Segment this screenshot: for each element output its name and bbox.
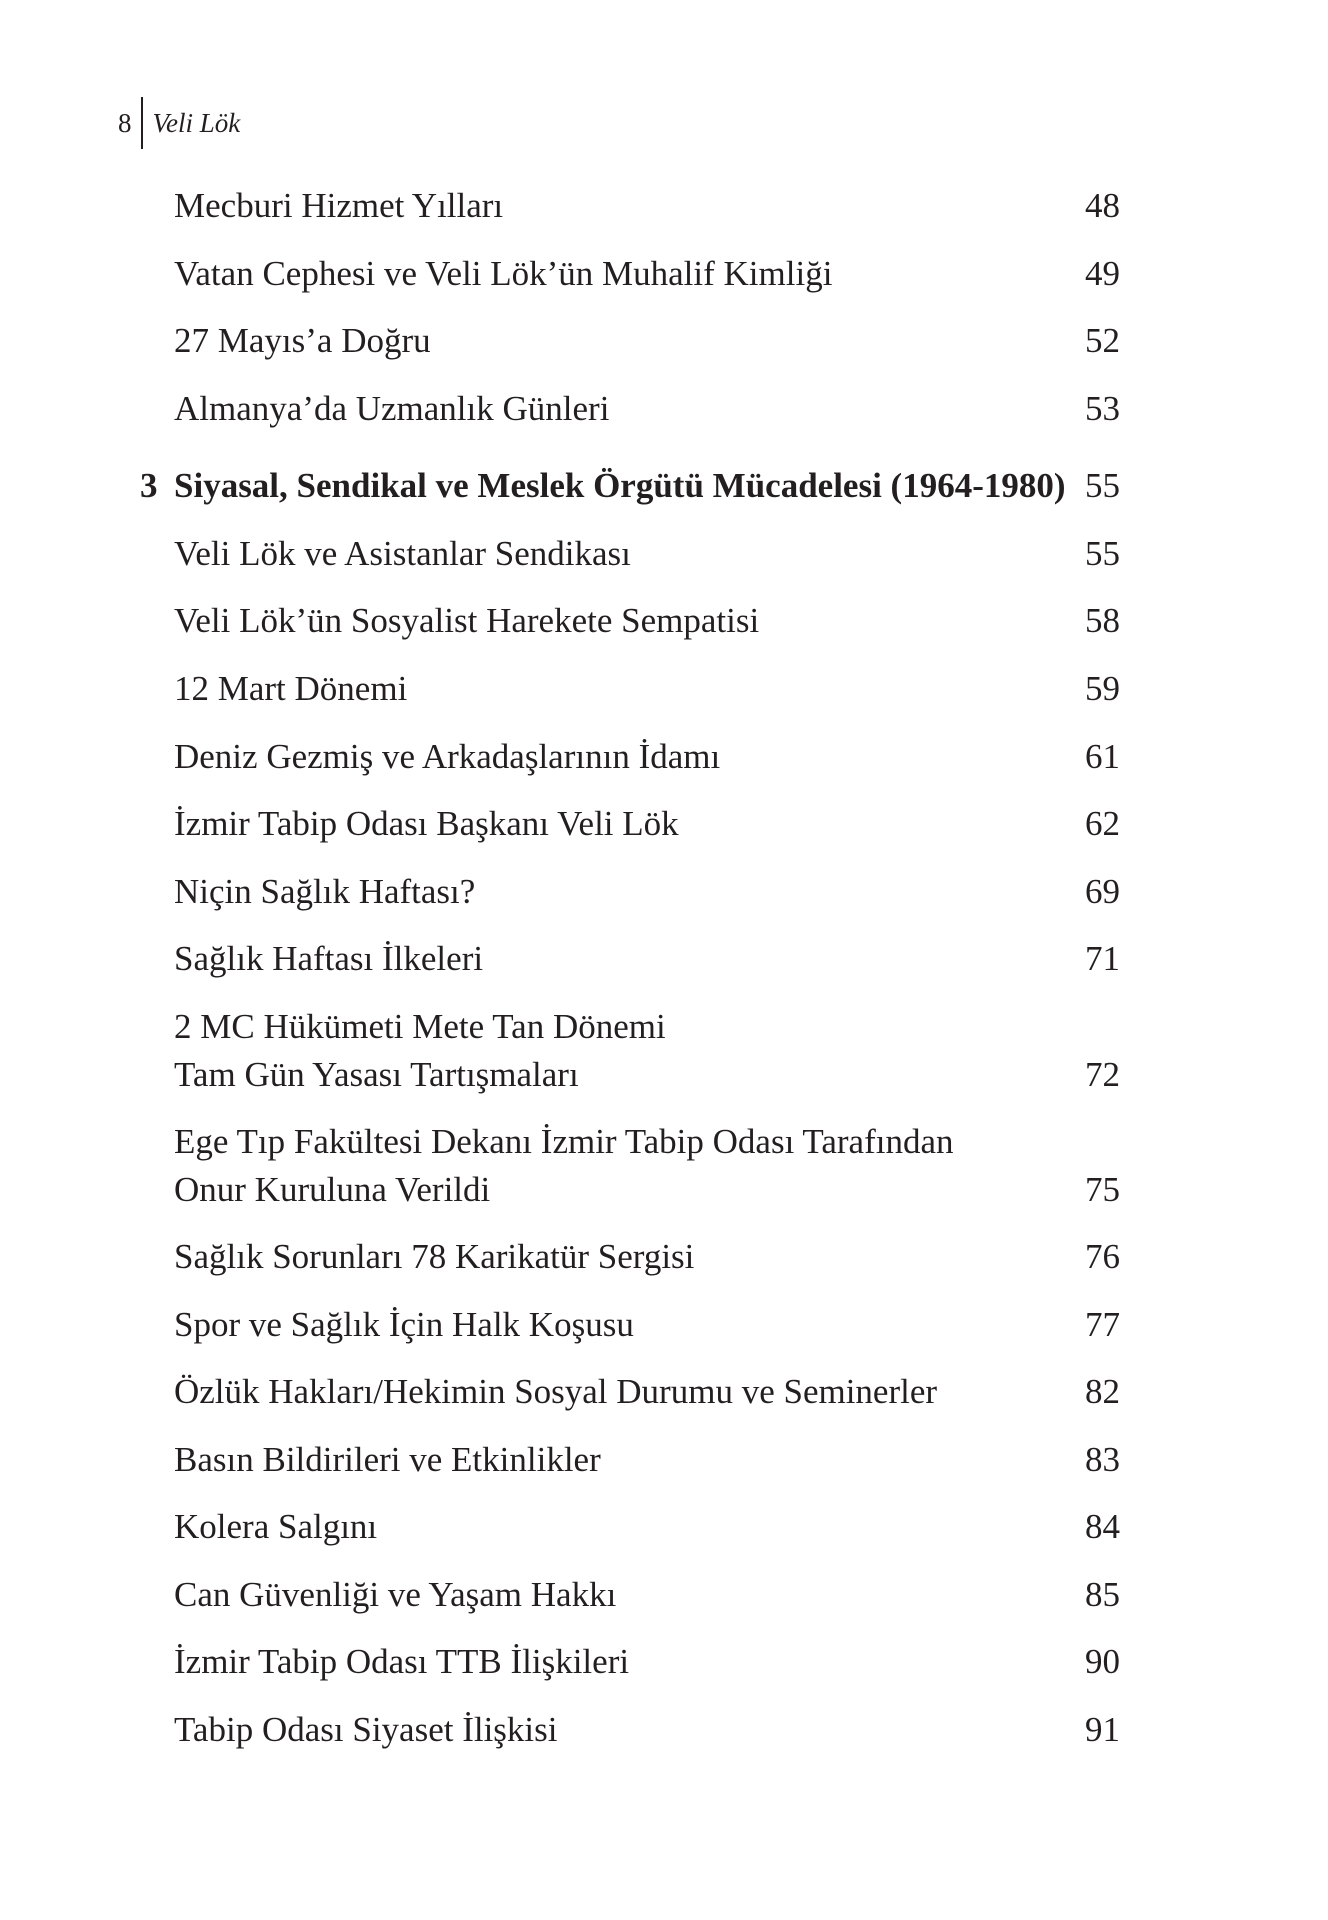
toc-entry-page: 52 bbox=[1085, 321, 1120, 360]
toc-entry-title: Spor ve Sağlık İçin Halk Koşusu bbox=[174, 1305, 634, 1344]
toc-entry-page: 77 bbox=[1085, 1305, 1120, 1344]
toc-entry-title-line1: Ege Tıp Fakültesi Dekanı İzmir Tabip Odası Tarafından bbox=[174, 1122, 954, 1161]
toc-entry-title: İzmir Tabip Odası Başkanı Veli Lök bbox=[174, 804, 679, 843]
toc-entry-title: Özlük Hakları/Hekimin Sosyal Durumu ve Seminerler bbox=[174, 1372, 938, 1411]
toc-entry[interactable] bbox=[174, 1368, 1120, 1416]
toc-entry-page: 49 bbox=[1085, 254, 1120, 293]
chapter-page: 55 bbox=[1085, 466, 1120, 505]
toc-entry[interactable] bbox=[174, 868, 1120, 916]
toc-entry-title: Vatan Cephesi ve Veli Lök’ün Muhalif Kimliği bbox=[174, 254, 833, 293]
toc-entry[interactable] bbox=[174, 250, 1120, 298]
toc-entry-page: 58 bbox=[1085, 601, 1120, 640]
toc-entry-page: 83 bbox=[1085, 1440, 1120, 1479]
toc-entry-title: Deniz Gezmiş ve Arkadaşlarının İdamı bbox=[174, 737, 721, 776]
page-number: 8 bbox=[118, 107, 132, 138]
toc-entry-page: 82 bbox=[1085, 1372, 1120, 1411]
toc-entry-title: Almanya’da Uzmanlık Günleri bbox=[174, 389, 610, 428]
toc-entry-title: Niçin Sağlık Haftası? bbox=[174, 872, 476, 911]
toc-entry-page: 90 bbox=[1085, 1642, 1120, 1681]
toc-entry-page: 55 bbox=[1085, 534, 1120, 573]
toc-entry-page: 85 bbox=[1085, 1575, 1120, 1614]
chapter-title: Siyasal, Sendikal ve Meslek Örgütü Mücadelesi (1964-1980) bbox=[174, 466, 1066, 505]
chapter-number: 3 bbox=[140, 466, 158, 505]
toc-entry[interactable] bbox=[174, 1638, 1120, 1686]
toc-entry-page: 72 bbox=[1085, 1055, 1120, 1094]
toc-entry[interactable] bbox=[174, 665, 1120, 713]
toc-entry-title-line2: Tam Gün Yasası Tartışmaları bbox=[174, 1055, 579, 1094]
toc-entry-title: Sağlık Haftası İlkeleri bbox=[174, 939, 484, 978]
toc-entry-page: 61 bbox=[1085, 737, 1120, 776]
toc-entry[interactable] bbox=[174, 800, 1120, 848]
toc-entry-page: 62 bbox=[1085, 804, 1120, 843]
toc-entry[interactable] bbox=[174, 1436, 1120, 1484]
toc-entry[interactable] bbox=[174, 935, 1120, 983]
toc-entry[interactable] bbox=[174, 1706, 1120, 1754]
toc-entry-title: Kolera Salgını bbox=[174, 1507, 378, 1546]
toc-entry[interactable] bbox=[174, 1503, 1120, 1551]
toc-entry[interactable] bbox=[174, 1118, 1120, 1214]
toc-entry-title: Can Güvenliği ve Yaşam Hakkı bbox=[174, 1575, 617, 1614]
toc-entry-page: 76 bbox=[1085, 1237, 1120, 1276]
toc-entry-page: 75 bbox=[1085, 1170, 1120, 1209]
toc-entry-title: Veli Lök’ün Sosyalist Harekete Sempatisi bbox=[174, 601, 760, 640]
toc-entry[interactable] bbox=[174, 1003, 1120, 1099]
toc-entry-page: 59 bbox=[1085, 669, 1120, 708]
toc-entry-title: İzmir Tabip Odası TTB İlişkileri bbox=[174, 1642, 630, 1681]
toc-entry-title: Tabip Odası Siyaset İlişkisi bbox=[174, 1710, 558, 1749]
toc-entry-title: Basın Bildirileri ve Etkinlikler bbox=[174, 1440, 601, 1479]
toc-entry[interactable] bbox=[174, 317, 1120, 365]
toc-entry-page: 48 bbox=[1085, 186, 1120, 225]
toc-entry-page: 91 bbox=[1085, 1710, 1120, 1749]
toc-entry-title: 12 Mart Dönemi bbox=[174, 669, 408, 708]
toc-entry-title: 27 Mayıs’a Doğru bbox=[174, 321, 431, 360]
toc-entry-title-line1: 2 MC Hükümeti Mete Tan Dönemi bbox=[174, 1007, 666, 1046]
toc-entry[interactable] bbox=[174, 1571, 1120, 1619]
toc-entry-title: Veli Lök ve Asistanlar Sendikası bbox=[174, 534, 631, 573]
toc-entry[interactable] bbox=[174, 385, 1120, 433]
toc-entry-page: 53 bbox=[1085, 389, 1120, 428]
running-header-author: Veli Lök bbox=[152, 107, 241, 138]
toc-entry-title-line2: Onur Kuruluna Verildi bbox=[174, 1170, 491, 1209]
toc-entry[interactable] bbox=[174, 597, 1120, 645]
toc-entry[interactable] bbox=[174, 733, 1120, 781]
toc-entry[interactable] bbox=[174, 1301, 1120, 1349]
toc-entry-page: 71 bbox=[1085, 939, 1120, 978]
toc-entry[interactable] bbox=[174, 1233, 1120, 1281]
toc-entry-title: Sağlık Sorunları 78 Karikatür Sergisi bbox=[174, 1237, 695, 1276]
toc-entry-title: Mecburi Hizmet Yılları bbox=[174, 186, 504, 225]
toc-entry[interactable] bbox=[174, 182, 1120, 230]
toc-entry[interactable] bbox=[174, 530, 1120, 578]
toc-entry-page: 84 bbox=[1085, 1507, 1120, 1546]
toc-entry-page: 69 bbox=[1085, 872, 1120, 911]
